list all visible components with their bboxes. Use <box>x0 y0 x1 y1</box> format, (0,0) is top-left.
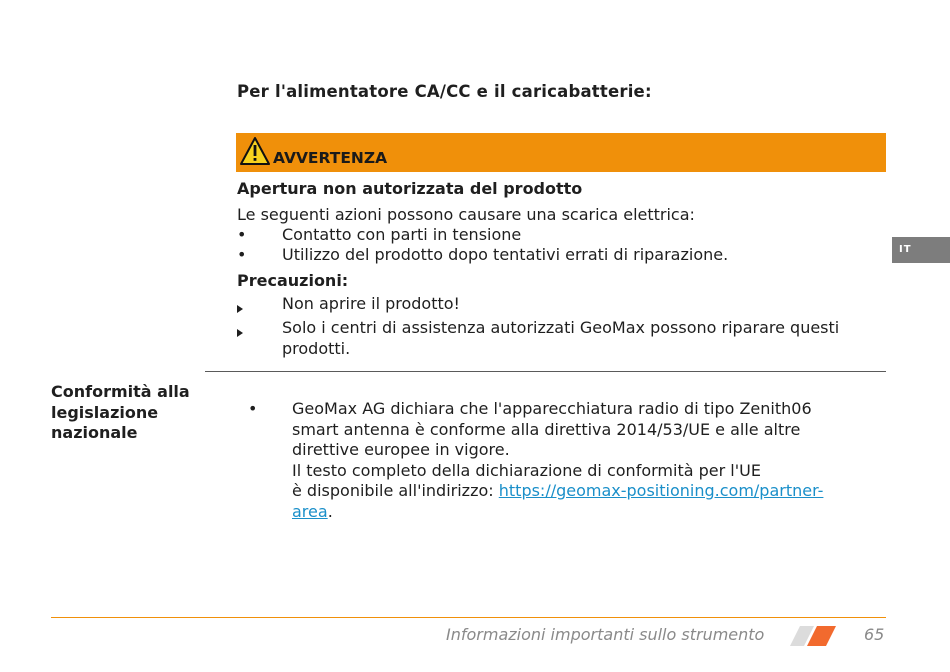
partner-area-link[interactable]: https://geomax-positioning.com/partner- <box>498 481 824 500</box>
section-heading: Per l'alimentatore CA/CC e il caricabatterie: <box>237 82 652 101</box>
compliance-line: Il testo completo della dichiarazione di conformità per l'UE <box>292 460 761 480</box>
page-number: 65 <box>864 625 885 644</box>
compliance-text <box>292 399 882 522</box>
compliance-line: smart antenna è conforme alla direttiva 2014/53/UE e alle altre <box>292 419 801 439</box>
precautions-heading: Precauzioni: <box>237 271 349 290</box>
compliance-title <box>51 382 211 444</box>
list-item-text: Utilizzo del prodotto dopo tentativi errati di riparazione. <box>282 245 729 264</box>
arrow-bullet-icon <box>237 322 257 341</box>
warning-triangle-icon <box>240 137 270 165</box>
compliance-title-line: legislazione <box>51 402 159 422</box>
compliance-line <box>292 502 882 523</box>
footer-divider <box>51 617 886 618</box>
compliance-title-line: nazionale <box>51 423 138 442</box>
list-item-text-cont: prodotti. <box>282 339 351 358</box>
compliance-line <box>292 481 882 502</box>
list-item-text: Contatto con parti in tensione <box>282 225 522 244</box>
bullet: • <box>237 245 247 264</box>
language-tab[interactable] <box>892 237 950 263</box>
list-item-text: Non aprire il prodotto! <box>282 294 460 313</box>
warning-banner <box>236 133 886 172</box>
warning-heading: Apertura non autorizzata del prodotto <box>237 179 583 198</box>
footer-stripes-icon <box>790 626 836 646</box>
compliance-line: direttive europee in vigore. <box>292 440 510 459</box>
partner-area-link-cont[interactable]: area <box>292 501 328 521</box>
warning-title: AVVERTENZA <box>273 149 388 167</box>
bullet: • <box>248 399 258 418</box>
compliance-title-line: Conformità alla <box>51 382 190 401</box>
divider <box>205 371 886 372</box>
list-item-text: Solo i centri di assistenza autorizzati GeoMax possono riparare questi <box>282 318 840 337</box>
link-prefix: è disponibile all'indirizzo: <box>292 481 499 500</box>
footer-title: Informazioni importanti sullo strumento <box>446 625 765 644</box>
compliance-line: GeoMax AG dichiara che l'apparecchiatura radio di tipo Zenith06 <box>292 399 812 418</box>
link-suffix: . <box>327 501 333 521</box>
arrow-bullet-icon <box>237 298 257 317</box>
bullet: • <box>237 225 247 244</box>
language-tab-label: IT <box>899 244 912 255</box>
warning-text: Le seguenti azioni possono causare una scarica elettrica: <box>237 205 695 224</box>
